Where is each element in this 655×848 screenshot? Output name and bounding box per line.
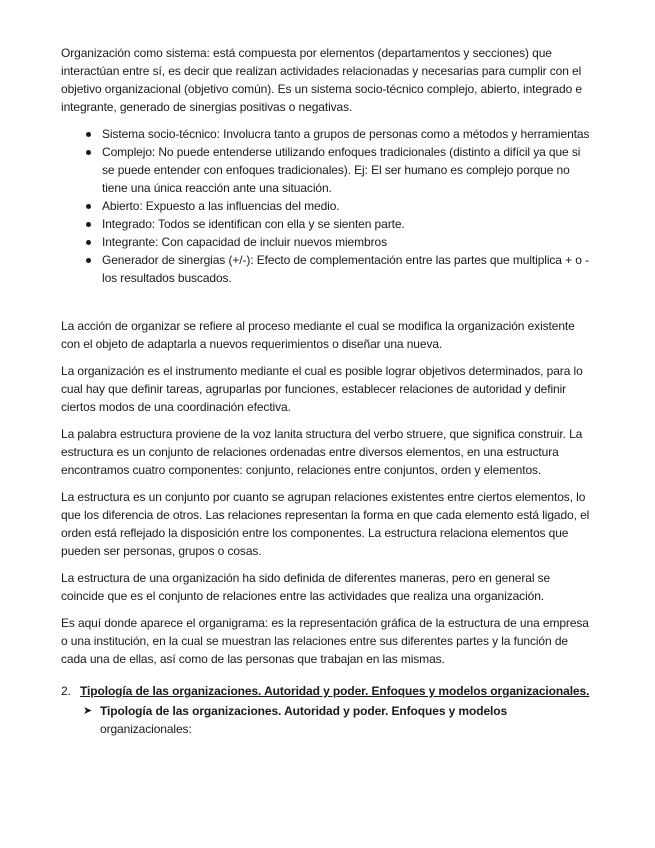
paragraph-estructura-conjunto: La estructura es un conjunto por cuanto se agrupan relaciones existentes entre ciertos elementos, lo que los diferencia de otros. Las relaciones representan la forma en que cada elemento está ligado, el orden está reflejado la disposición entre los componentes. La estructura relaciona elementos que pueden ser personas, grupos o cosas.	[61, 490, 590, 558]
intro-paragraph: Organización como sistema: está compuesta por elementos (departamentos y secciones) que interactúan entre sí, es decir que realizan actividades relacionadas y necesarias para cumplir con el objetivo organizacional (objetivo común). Es un sistema socio-técnico complejo, abierto, integrado e integrante, generado de sinergias positivas o negativas.	[61, 46, 582, 114]
section-number: 2.	[61, 684, 71, 698]
list-item: Complejo: No puede entenderse utilizando enfoques tradicionales (distinto a difícil ya que si se puede entender con enfoques tradicionales). Ej: El ser humano es complejo porque no tiene una única reacción ante una situación.	[102, 143, 596, 197]
paragraph-estructura-definicion: La estructura de una organización ha sido definida de diferentes maneras, pero en general se coincide que es el conjunto de relaciones entre las actividades que realiza una organización.	[61, 571, 551, 603]
sub-heading-rest: organizacionales:	[100, 722, 192, 736]
section-title: Tipología de las organizaciones. Autoridad y poder. Enfoques y modelos organizacionales.	[80, 684, 590, 698]
list-item: Integrante: Con capacidad de incluir nuevos miembros	[102, 233, 596, 251]
paragraph-estructura-origen: La palabra estructura proviene de la voz lanita structura del verbo struere, que significa construir. La estructura es un conjunto de relaciones ordenadas entre diversos elementos, en una estructura encontramos cuatro componentes: conjunto, relaciones entre conjuntos, orden y elementos.	[61, 427, 583, 477]
list-item: Generador de sinergias (+/-): Efecto de complementación entre las partes que multiplica + o - los resultados buscados.	[102, 251, 596, 287]
characteristics-list	[61, 125, 596, 287]
section-heading	[61, 682, 596, 700]
paragraph-organigrama: Es aquí donde aparece el organigrama: es la representación gráfica de la estructura de una empresa o una institución, en la cual se muestran las relaciones entre sus diferentes partes y la función de cada una de ellas, así como de las personas que trabajan en las mismas.	[61, 616, 589, 666]
paragraph-organizar: La acción de organizar se refiere al proceso mediante el cual se modifica la organización existente con el objeto de adaptarla a nuevos requerimientos o diseñar una nueva.	[61, 319, 575, 351]
paragraph-instrumento: La organización es el instrumento mediante el cual es posible lograr objetivos determinados, para lo cual hay que definir tareas, agruparlas por funciones, establecer relaciones de autoridad y definir ciertos modos de una coordinación efectiva.	[61, 364, 583, 414]
arrow-bullet-icon: ➤	[83, 705, 93, 717]
sub-heading-title: Tipología de las organizaciones. Autoridad y poder. Enfoques y modelos	[100, 704, 508, 718]
document-page	[61, 44, 596, 738]
sub-heading	[61, 702, 596, 738]
list-item: Sistema socio-técnico: Involucra tanto a grupos de personas como a métodos y herramientas	[102, 125, 596, 143]
list-item: Abierto: Expuesto a las influencias del medio.	[102, 197, 596, 215]
list-item: Integrado: Todos se identifican con ella y se sienten parte.	[102, 215, 596, 233]
